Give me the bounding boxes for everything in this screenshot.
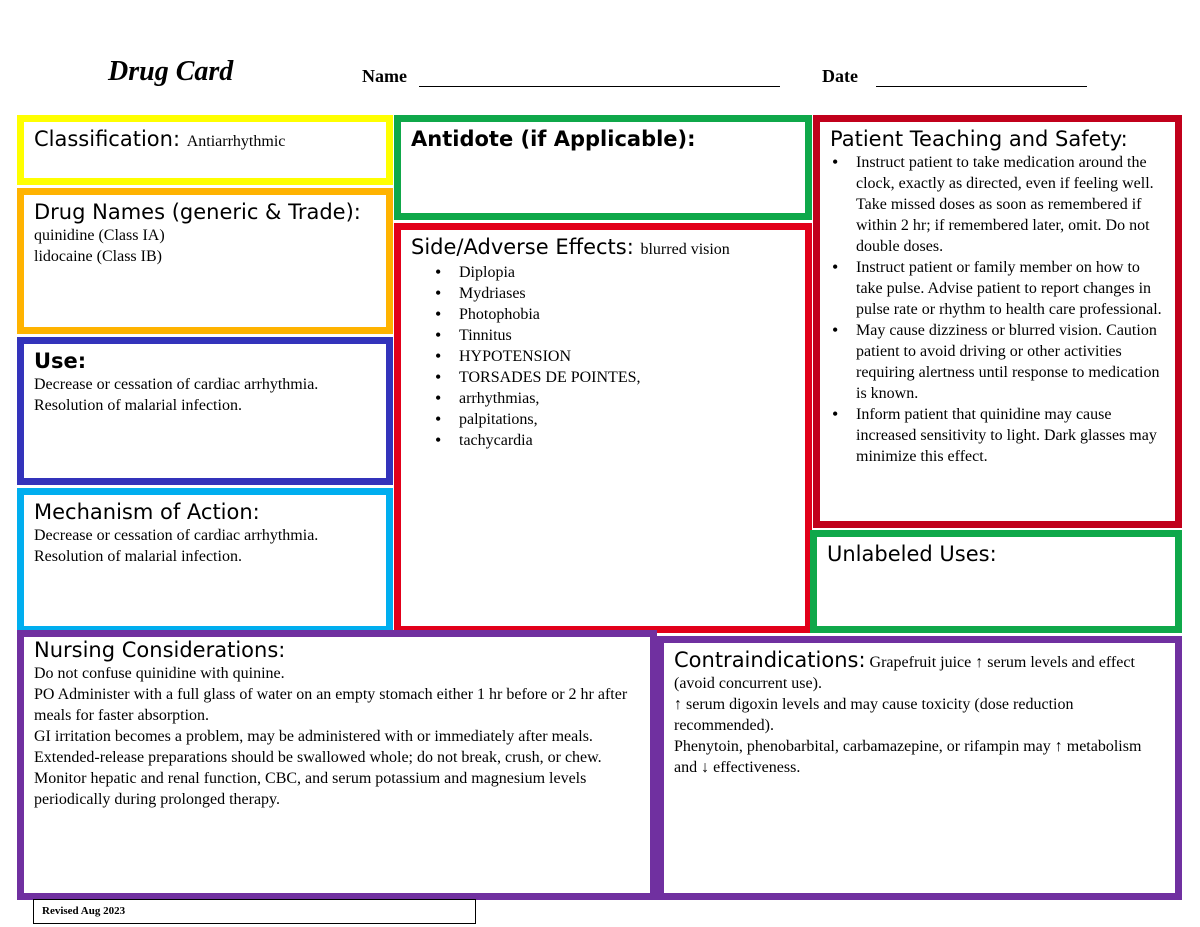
nursing-line: PO Administer with a full glass of water on an empty stomach either 1 hr before or 2 hr after meals for faster absorption. — [34, 686, 628, 725]
nursing-line: Monitor hepatic and renal function, CBC, and serum potassium and magnesium levels periodically during prolonged therapy. — [34, 770, 587, 809]
name-label: Name — [362, 66, 407, 86]
unlabeled-uses-title: Unlabeled Uses: — [827, 542, 997, 566]
classification-value: Antiarrhythmic — [186, 133, 286, 150]
classification-box — [17, 115, 393, 185]
patient-teaching-title: Patient Teaching and Safety: — [830, 127, 1128, 151]
list-item: • Instruct patient or family member on how to take pulse. Advise patient to report changes in pulse rate or rhythm to health care professional. — [856, 257, 1165, 320]
use-line: Resolution of malarial infection. — [34, 397, 242, 415]
use-line: Decrease or cessation of cardiac arrhythmia. — [34, 376, 319, 394]
list-item: • TORSADES DE POINTES, — [459, 367, 795, 388]
list-item: • arrhythmias, — [459, 388, 795, 409]
unlabeled-uses-box — [810, 530, 1182, 633]
mechanism-line: Decrease or cessation of cardiac arrhythmia. — [34, 527, 319, 545]
list-item: • Instruct patient to take medication around the clock, exactly as directed, even if feeling well. Take missed doses as soon as remembered if within 2 hr; if remembered later, omit. Do not double doses. — [856, 152, 1165, 257]
mechanism-line: Resolution of malarial infection. — [34, 548, 242, 566]
side-effects-box — [394, 223, 812, 633]
date-label: Date — [822, 66, 858, 86]
list-item: • May cause dizziness or blurred vision. Caution patient to avoid driving or other activities requiring alertness until response to medication is known. — [856, 320, 1165, 404]
mechanism-title: Mechanism of Action: — [34, 500, 260, 524]
use-box — [17, 337, 393, 485]
use-title: Use: — [34, 349, 87, 373]
list-item: • Diplopia — [459, 262, 795, 283]
date-field[interactable] — [876, 86, 1087, 87]
antidote-box — [394, 115, 812, 220]
patient-teaching-list — [830, 152, 1165, 467]
contraindications-title: Contraindications: — [674, 648, 866, 672]
classification-heading — [34, 126, 376, 152]
nursing-line: Do not confuse quinidine with quinine. — [34, 665, 285, 683]
list-item: • Inform patient that quinidine may cause increased sensitivity to light. Dark glasses may minimize this effect. — [856, 404, 1165, 467]
side-effects-list — [411, 262, 795, 451]
contraindications-box — [657, 636, 1182, 900]
patient-teaching-box — [813, 115, 1182, 528]
nursing-line: Extended-release preparations should be swallowed whole; do not break, crush, or chew. — [34, 749, 602, 767]
mechanism-box — [17, 488, 393, 633]
drug-names-line: quinidine (Class IA) — [34, 227, 165, 245]
drug-names-box — [17, 188, 393, 334]
drug-names-line: lidocaine (Class IB) — [34, 248, 162, 266]
list-item: • Photophobia — [459, 304, 795, 325]
antidote-title: Antidote (if Applicable): — [411, 127, 696, 151]
nursing-title: Nursing Considerations: — [34, 638, 286, 662]
classification-title: Classification: — [34, 127, 181, 151]
side-effects-title: Side/Adverse Effects: — [411, 235, 634, 259]
list-item: • tachycardia — [459, 430, 795, 451]
list-item: • palpitations, — [459, 409, 795, 430]
list-item: • HYPOTENSION — [459, 346, 795, 367]
nursing-box — [17, 630, 657, 900]
name-field[interactable] — [419, 86, 780, 87]
contraindications-value: Grapefruit juice ↑ serum levels and effect (avoid concurrent use). — [674, 654, 1135, 693]
contraindications-heading — [674, 647, 1165, 694]
contraindications-line: ↑ serum digoxin levels and may cause toxicity (dose reduction recommended). — [674, 696, 1074, 735]
list-item: • Mydriases — [459, 283, 795, 304]
side-effects-value: blurred vision — [640, 241, 730, 258]
nursing-line: GI irritation becomes a problem, may be administered with or immediately after meals. — [34, 728, 593, 746]
page-title: Drug Card — [108, 56, 234, 87]
revised-label: Revised Aug 2023 — [33, 899, 476, 924]
side-effects-heading — [411, 234, 795, 260]
contraindications-line: Phenytoin, phenobarbital, carbamazepine, or rifampin may ↑ metabolism and ↓ effectiveness. — [674, 738, 1142, 777]
list-item: • Tinnitus — [459, 325, 795, 346]
drug-names-title: Drug Names (generic & Trade): — [34, 200, 361, 224]
